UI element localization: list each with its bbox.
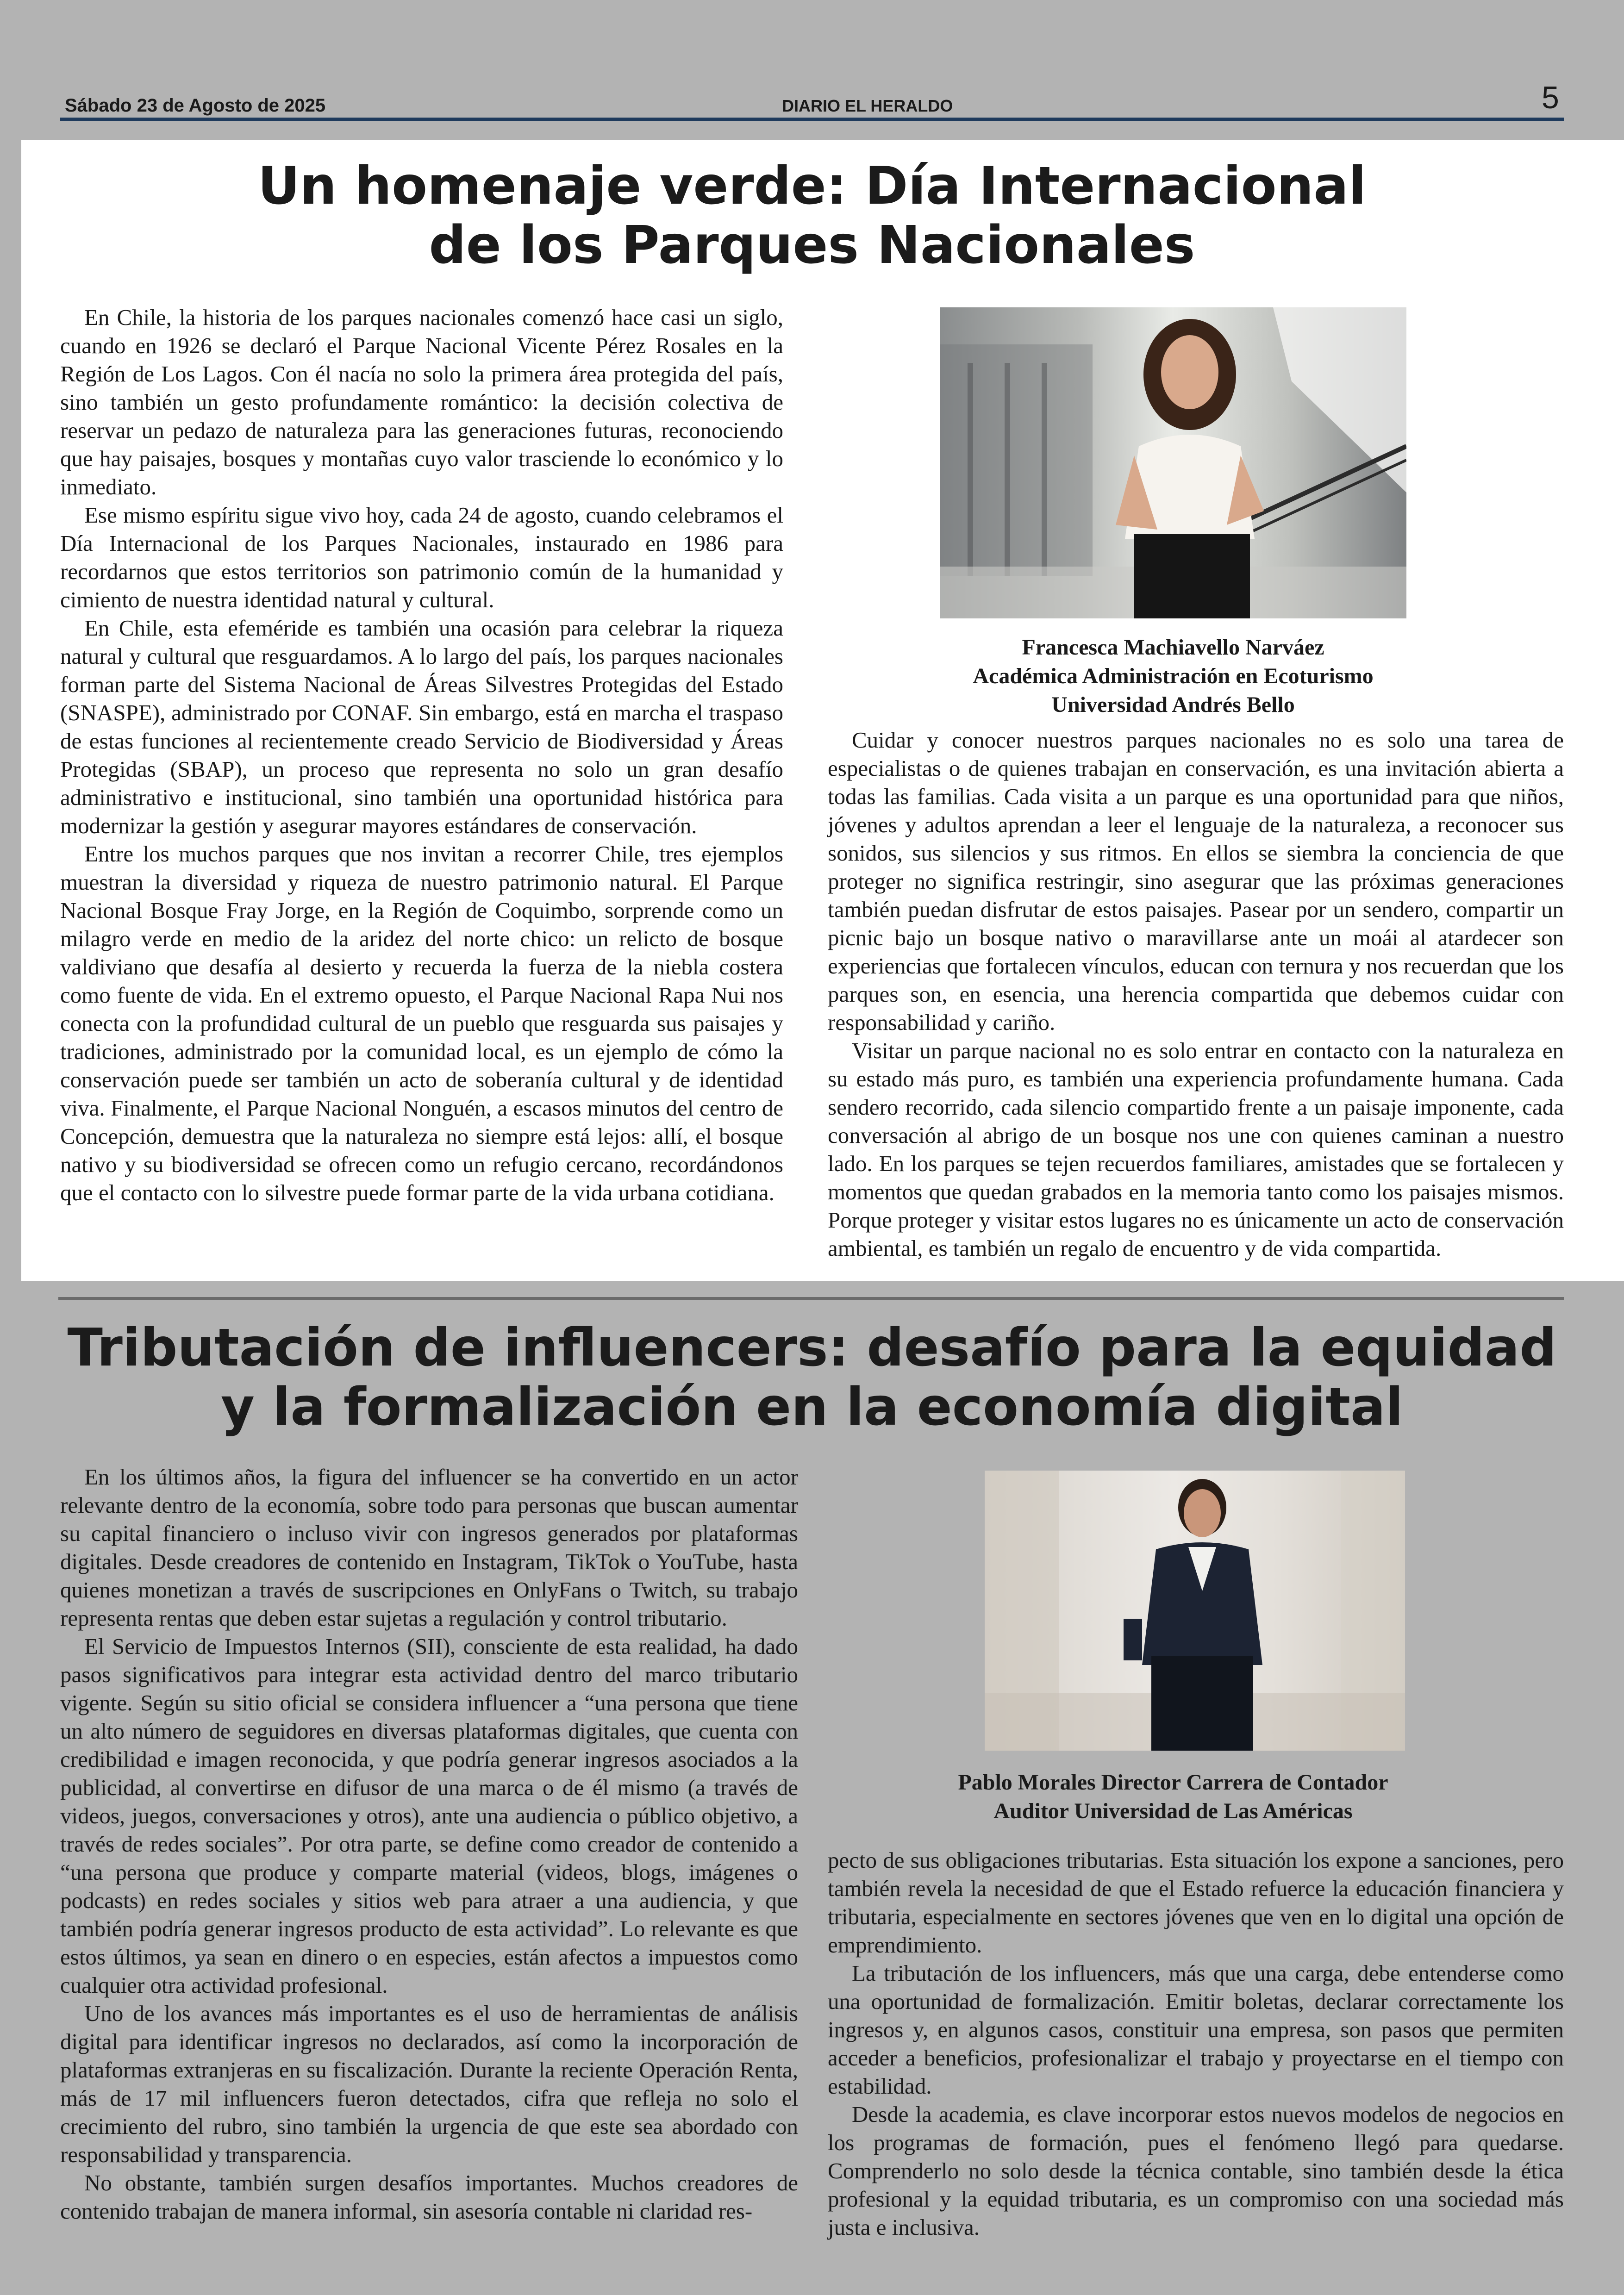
paragraph: La tributación de los influencers, más que una carga, debe entenderse como una oportunidad de formalización. Emitir boletas, declarar correctamente los ingresos y, en algunos casos, constituir una empresa, son pasos que permiten acceder a beneficios, profesionalizar el trabajo y proyectarse en el tiempo con estabilidad. [828,1960,1564,2099]
woman-portrait-photo [940,307,1406,618]
paragraph: Visitar un parque nacional no es solo entrar en contacto con la naturaleza en su estado más puro, es también una experiencia profundamente humana. Cada sendero recorrido, cada silencio compartido frente a un paisaje imponente, cada conversación al abrigo de un bosque nos une con quienes caminan a nuestro lado. En los parques se tejen recuerdos familiares, amistades que se fortalecen y momentos que quedan grabados en la memoria tanto como los paisajes mismos. Porque proteger y visitar estos lugares no es únicamente un acto de conservación ambiental, es también un regalo de encuentro y de vida compartida. [828,1038,1564,1261]
caption-line: Universidad Andrés Bello [1051,692,1295,717]
man-portrait-icon [985,1471,1405,1751]
paragraph: En Chile, la historia de los parques nacionales comenzó hace casi un siglo, cuando en 1926 se declaró el Parque Nacional Vicente Pérez Rosales en la Región de Los Lagos. Con él nacía no solo la primera área protegida del país, sino también un gesto profundamente romántico: la decisión colectiva de reservar un pedazo de naturaleza para las generaciones futuras, reconociendo que hay paisajes, bosques y montañas cuyo valor trasciende lo económico y lo inmediato. [60,305,783,499]
paragraph: Cuidar y conocer nuestros parques nacionales no es solo una tarea de especialistas o de quienes trabajan en conservación, es una invitación abierta a todas las familias. Cada visita a un parque es una oportunidad para que niños, jóvenes y adultos aprendan a leer el lenguaje de la naturaleza, a reconocer sus sonidos, sus silencios y sus ritmos. En ellos se siembra la conciencia de que proteger no significa restringir, sino asegurar que las próximas generaciones también puedan disfrutar de estos paisajes. Pasear por un sendero, compartir un picnic bajo un bosque nativo o maravillarse ante un moái al atardecer son experiencias que fortalecen vínculos, educan con ternura y nos recuerdan que los parques son, en esencia, una herencia compartida que debemos cuidar con responsabilidad y cariño. [828,727,1564,1035]
paragraph: En Chile, esta efeméride es también una ocasión para celebrar la riqueza natural y cultural que resguardamos. A lo largo del país, los parques nacionales forman parte del Sistema Nacional de Áreas Silvestres Protegidas del Estado (SNASPE), administrado por CONAF. Sin embargo, está en marcha el traspaso de estas funciones al recientemente creado Servicio de Biodiversidad y Áreas Protegidas (SBAP), un proceso que representa no solo un gran desafío administrativo e institucional, sino también una oportunidad histórica para modernizar la gestión y asegurar mayores estándares de conservación. [60,615,783,838]
article-two-title [0,1318,1624,1437]
paragraph: Desde la academia, es clave incorporar estos nuevos modelos de negocios en los programas de formación, pues el fenómeno llegó para quedarse. Comprenderlo no solo desde la técnica contable, sino también desde la ética profesional y la equidad tributaria, es un compromiso con una sociedad más justa e inclusiva. [828,2102,1564,2240]
title-line: Tributación de influencers: desafío para la equidad [67,1318,1557,1378]
title-line: y la formalización en la economía digital [220,1377,1404,1437]
page-header [0,0,1624,139]
article-one-right-column [828,726,1564,1262]
article-two-right-column [828,1846,1564,2241]
article-one-photo-caption [833,633,1513,719]
page-number: 5 [1542,80,1559,115]
paragraph-continuation: pecto de sus obligaciones tributarias. Esta situación los expone a sanciones, pero también revela la necesidad de que el Estado refuerce la educación financiera y tributaria, especialmente en sectores jóvenes que ven en lo digital una opción de emprendimiento. [828,1847,1564,1958]
header-rule [60,118,1564,121]
article-two-photo-caption [833,1768,1513,1826]
caption-line: Francesca Machiavello Narváez [1022,635,1324,660]
caption-line: Pablo Morales Director Carrera de Contador [958,1770,1388,1795]
paragraph: No obstante, también surgen desafíos importantes. Muchos creadores de contenido trabajan de manera informal, sin asesoría contable ni claridad res- [60,2170,798,2224]
paragraph: En los últimos años, la figura del influencer se ha convertido en un actor relevante dentro de la economía, sobre todo para personas que buscan aumentar su capital financiero o incluso vivir con ingresos generados por plataformas digitales. Desde creadores de contenido en Instagram, TikTok o YouTube, hasta quienes monetizan a través de suscripciones en OnlyFans o Twitch, su trabajo representa rentas que deben estar sujetas a regulación y control tributario. [60,1464,798,1631]
caption-line: Auditor Universidad de Las Américas [993,1799,1353,1823]
article-separator [58,1297,1564,1300]
paragraph: Uno de los avances más importantes es el uso de herramientas de análisis digital para identificar ingresos no declarados, así como la incorporación de plataformas extranjeras en su fiscalización. Durante la reciente Operación Renta, más de 17 mil influencers fueron detectados, cifra que refleja no solo el crecimiento del rubro, sino también la urgencia de que este sea abordado con responsabilidad y transparencia. [60,2001,798,2167]
article-one-left-column [60,303,783,1207]
paragraph: El Servicio de Impuestos Internos (SII), consciente de esta realidad, ha dado pasos significativos para integrar esta actividad dentro del marco tributario vigente. Según su sitio oficial se considera influencer a “una persona que tiene un alto número de seguidores en diversas plataformas digitales, que cuenta con credibilidad e imagen reconocida, y que podría generar ingresos asociados a la publicidad, al convertirse en difusor de una marca o de él mismo (a través de videos, juegos, conversaciones y otros), ante una audiencia o público objetivo, a través de redes sociales”. Por otra parte, se define como creador de contenido a “una persona que produce y comparte material (videos, blogs, imágenes o podcasts) en redes sociales y sitios web para atraer a una audiencia, y que también podría generar ingresos producto de esta actividad”. Lo relevante es que estos últimos, ya sean en dinero o en especies, están afectos a impuestos como cualquier otra actividad profesional. [60,1634,798,1998]
man-portrait-photo [985,1471,1405,1751]
title-line: Un homenaje verde: Día Internacional [257,156,1367,216]
newspaper-name: DIARIO EL HERALDO [782,96,953,115]
caption-line: Académica Administración en Ecoturismo [973,664,1374,688]
title-line: de los Parques Nacionales [429,215,1195,275]
publication-date: Sábado 23 de Agosto de 2025 [65,95,326,116]
paragraph: Entre los muchos parques que nos invitan a recorrer Chile, tres ejemplos muestran la diversidad y riqueza de nuestro patrimonio natural. El Parque Nacional Bosque Fray Jorge, en la Región de Coquimbo, sorprende como un milagro verde en medio de la aridez del norte chico: un relicto de bosque valdiviano que desafía al desierto y recuerda la fuerza de la niebla costera como fuente de vida. En el extremo opuesto, el Parque Nacional Rapa Nui nos conecta con la profundidad cultural de un pueblo que resguarda sus paisajes y tradiciones, administrado por la comunidad local, es un ejemplo de cómo la conservación puede ser también un acto de soberanía cultural y de identidad viva. Finalmente, el Parque Nacional Nonguén, a escasos minutos del centro de Concepción, demuestra que la naturaleza no siempre está lejos: allí, el bosque nativo y su biodiversidad se ofrecen como un refugio cercano, recordándonos que el contacto con lo silvestre puede formar parte de la vida urbana cotidiana. [60,841,783,1205]
paragraph: Ese mismo espíritu sigue vivo hoy, cada 24 de agosto, cuando celebramos el Día Internacional de los Parques Nacionales, instaurado en 1986 para recordarnos que estos territorios son patrimonio común de la humanidad y cimiento de nuestra identidad natural y cultural. [60,502,783,612]
article-one-title [0,156,1624,275]
article-two-left-column [60,1463,798,2225]
woman-portrait-icon [940,307,1406,618]
